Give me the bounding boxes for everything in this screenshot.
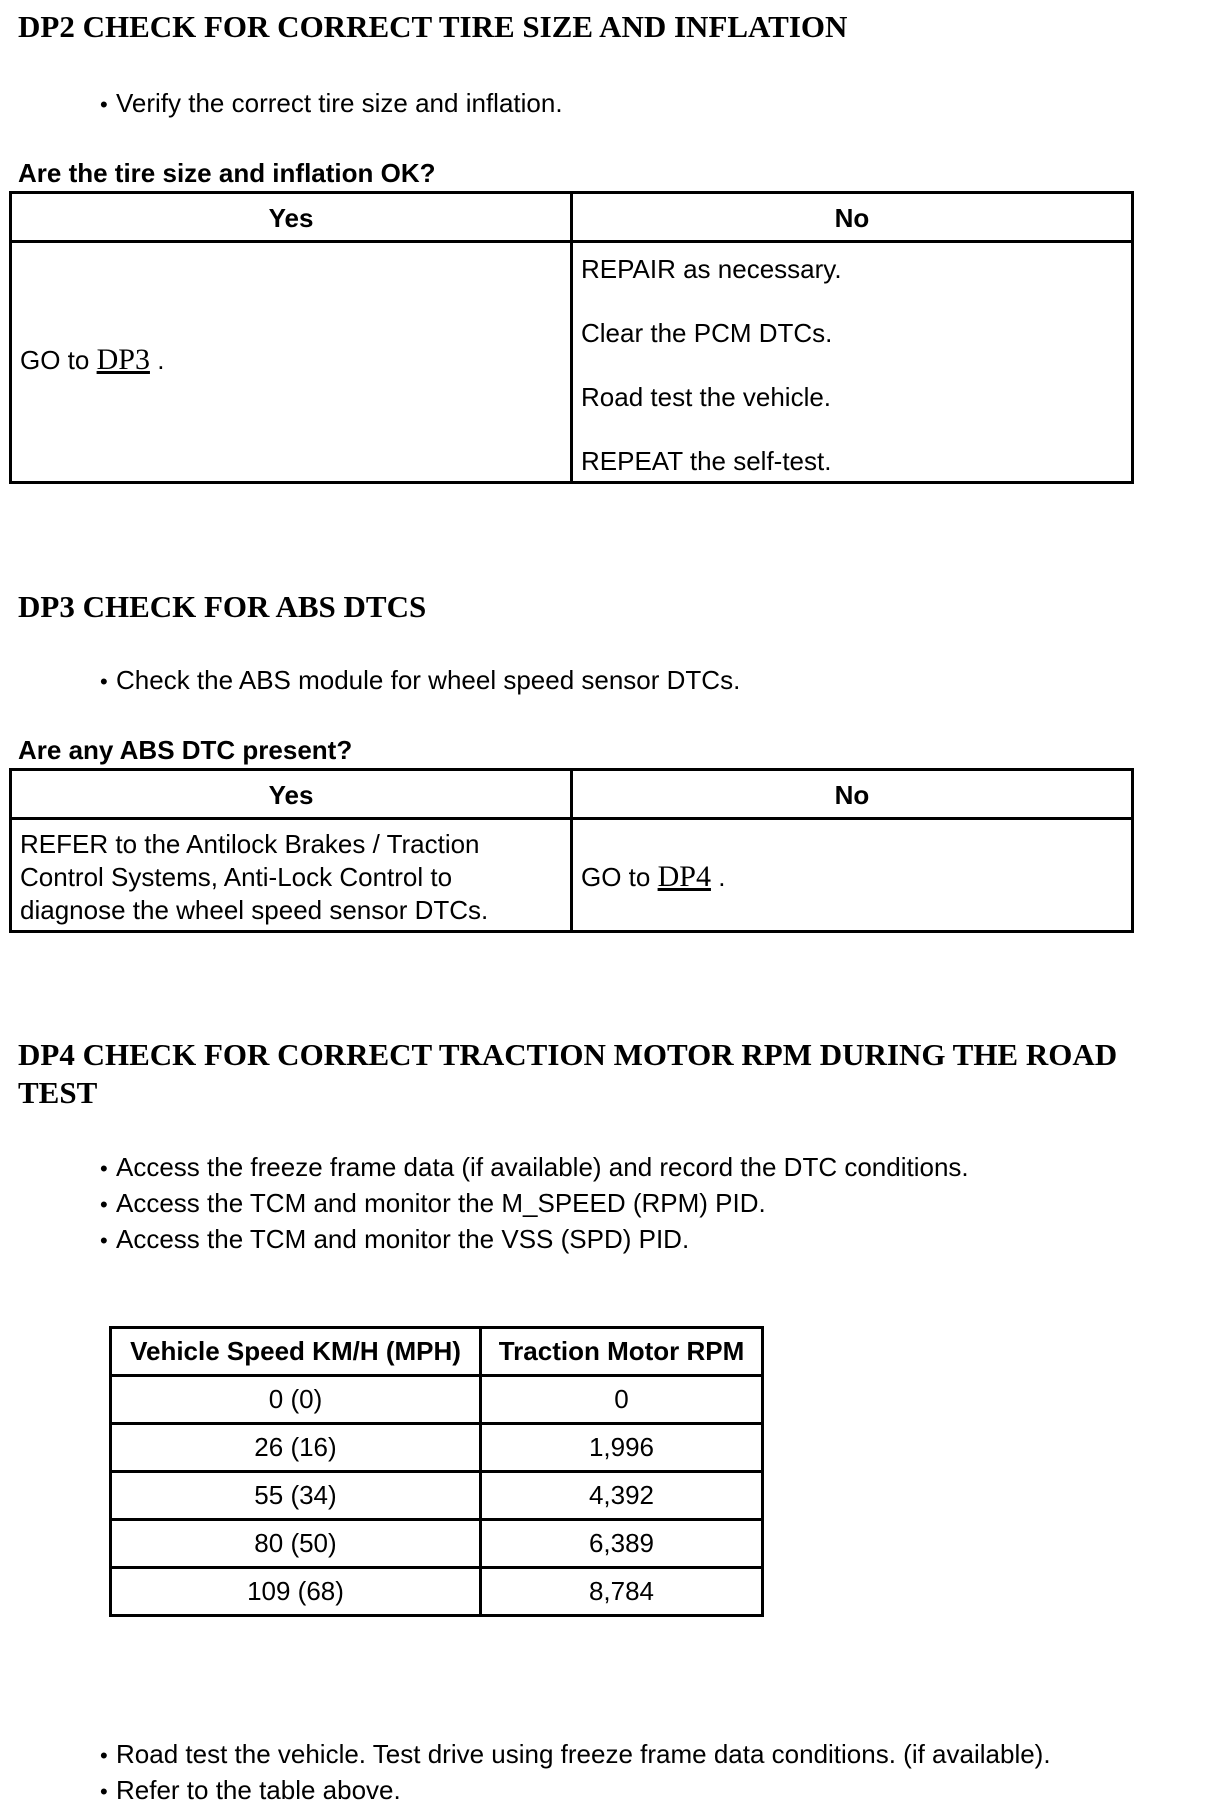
dp2-bullet-text: Verify the correct tire size and inflation. <box>116 88 563 118</box>
table-cell-rpm: 0 <box>479 1374 764 1425</box>
dp4-heading-line2: TEST <box>18 1075 98 1110</box>
dp4-after-bullet <box>100 1773 1051 1809</box>
dp3-no-prefix: GO to <box>581 862 651 892</box>
dp4-heading-line1: DP4 CHECK FOR CORRECT TRACTION MOTOR RPM DURING THE ROAD <box>18 1037 1118 1072</box>
dp2-bullet <box>100 86 563 122</box>
table-cell-rpm: 6,389 <box>479 1518 764 1569</box>
dp3-no-header-cell <box>570 768 1134 820</box>
dp2-yes-header-cell <box>9 191 573 243</box>
dp4-bullet <box>100 1222 969 1258</box>
bullet-icon: • <box>100 669 108 694</box>
dp3-yes-line: Control Systems, Anti-Lock Control to <box>20 862 453 892</box>
dp3-yes-line: diagnose the wheel speed sensor DTCs. <box>20 895 489 925</box>
table-cell-rpm: 1,996 <box>479 1422 764 1473</box>
dp2-no-line: Clear the PCM DTCs. <box>581 318 833 348</box>
dp4-heading <box>18 1036 1117 1112</box>
dp2-question: Are the tire size and inflation OK? <box>18 158 436 188</box>
table-cell-speed: 80 (50) <box>109 1518 482 1569</box>
dp2-yes-header: Yes <box>268 203 314 233</box>
dp4-after-bullet <box>100 1737 1051 1773</box>
bullet-icon: • <box>100 92 108 117</box>
table-cell-speed: 109 (68) <box>109 1566 482 1617</box>
dp3-link[interactable]: DP3 <box>96 343 150 376</box>
dp3-bullet-text: Check the ABS module for wheel speed sensor DTCs. <box>116 665 741 695</box>
dp2-no-line: Road test the vehicle. <box>581 382 832 412</box>
bullet-icon: • <box>100 1192 108 1217</box>
table-header-speed: Vehicle Speed KM/H (MPH) <box>109 1326 482 1377</box>
dp4-bullet <box>100 1186 969 1222</box>
table-cell-speed: 26 (16) <box>109 1422 482 1473</box>
dp4-bullet <box>100 1150 969 1186</box>
dp2-yes-action <box>20 343 164 377</box>
dp2-no-line: REPEAT the self-test. <box>581 446 832 476</box>
dp3-no-suffix: . <box>718 862 726 892</box>
table-cell-speed: 0 (0) <box>109 1374 482 1425</box>
table-cell-speed: 55 (34) <box>109 1470 482 1521</box>
table-cell-rpm: 8,784 <box>479 1566 764 1617</box>
dp4-link[interactable]: DP4 <box>657 860 711 893</box>
dp3-yes-header-cell <box>9 768 573 820</box>
dp4-after-bullet-text: Refer to the table above. <box>116 1775 401 1805</box>
dp3-yes-header: Yes <box>268 780 314 810</box>
dp4-bullet-text: Access the TCM and monitor the VSS (SPD) PID. <box>116 1224 690 1254</box>
dp3-yes-line: REFER to the Antilock Brakes / Traction <box>20 829 480 859</box>
bullet-icon: • <box>100 1743 108 1768</box>
dp2-heading: DP2 CHECK FOR CORRECT TIRE SIZE AND INFLATION <box>18 9 848 44</box>
dp4-bullet-text: Access the TCM and monitor the M_SPEED (RPM) PID. <box>116 1188 766 1218</box>
dp3-no-cell <box>570 817 1134 933</box>
dp2-yes-prefix: GO to <box>20 345 90 375</box>
dp3-question: Are any ABS DTC present? <box>18 735 353 765</box>
dp4-after-bullet-text: Road test the vehicle. Test drive using freeze frame data conditions. (if available). <box>116 1739 1051 1769</box>
dp2-no-header: No <box>834 203 870 233</box>
dp4-bullet-text: Access the freeze frame data (if available) and record the DTC conditions. <box>116 1152 969 1182</box>
dp3-yes-cell <box>9 817 573 933</box>
dp4-bullet-list <box>100 1150 969 1258</box>
dp2-yes-cell <box>9 240 573 484</box>
dp3-no-action <box>581 860 725 894</box>
bullet-icon: • <box>100 1156 108 1181</box>
dp2-no-line: REPAIR as necessary. <box>581 254 842 284</box>
dp3-heading: DP3 CHECK FOR ABS DTCS <box>18 589 427 624</box>
dp3-no-header: No <box>834 780 870 810</box>
dp2-no-cell <box>570 240 1134 484</box>
dp4-after-bullet-list <box>100 1737 1051 1809</box>
bullet-icon: • <box>100 1779 108 1804</box>
dp3-bullet <box>100 663 740 699</box>
table-cell-rpm: 4,392 <box>479 1470 764 1521</box>
dp2-yes-suffix: . <box>157 345 165 375</box>
bullet-icon: • <box>100 1228 108 1253</box>
dp2-no-header-cell <box>570 191 1134 243</box>
table-header-rpm: Traction Motor RPM <box>479 1326 764 1377</box>
